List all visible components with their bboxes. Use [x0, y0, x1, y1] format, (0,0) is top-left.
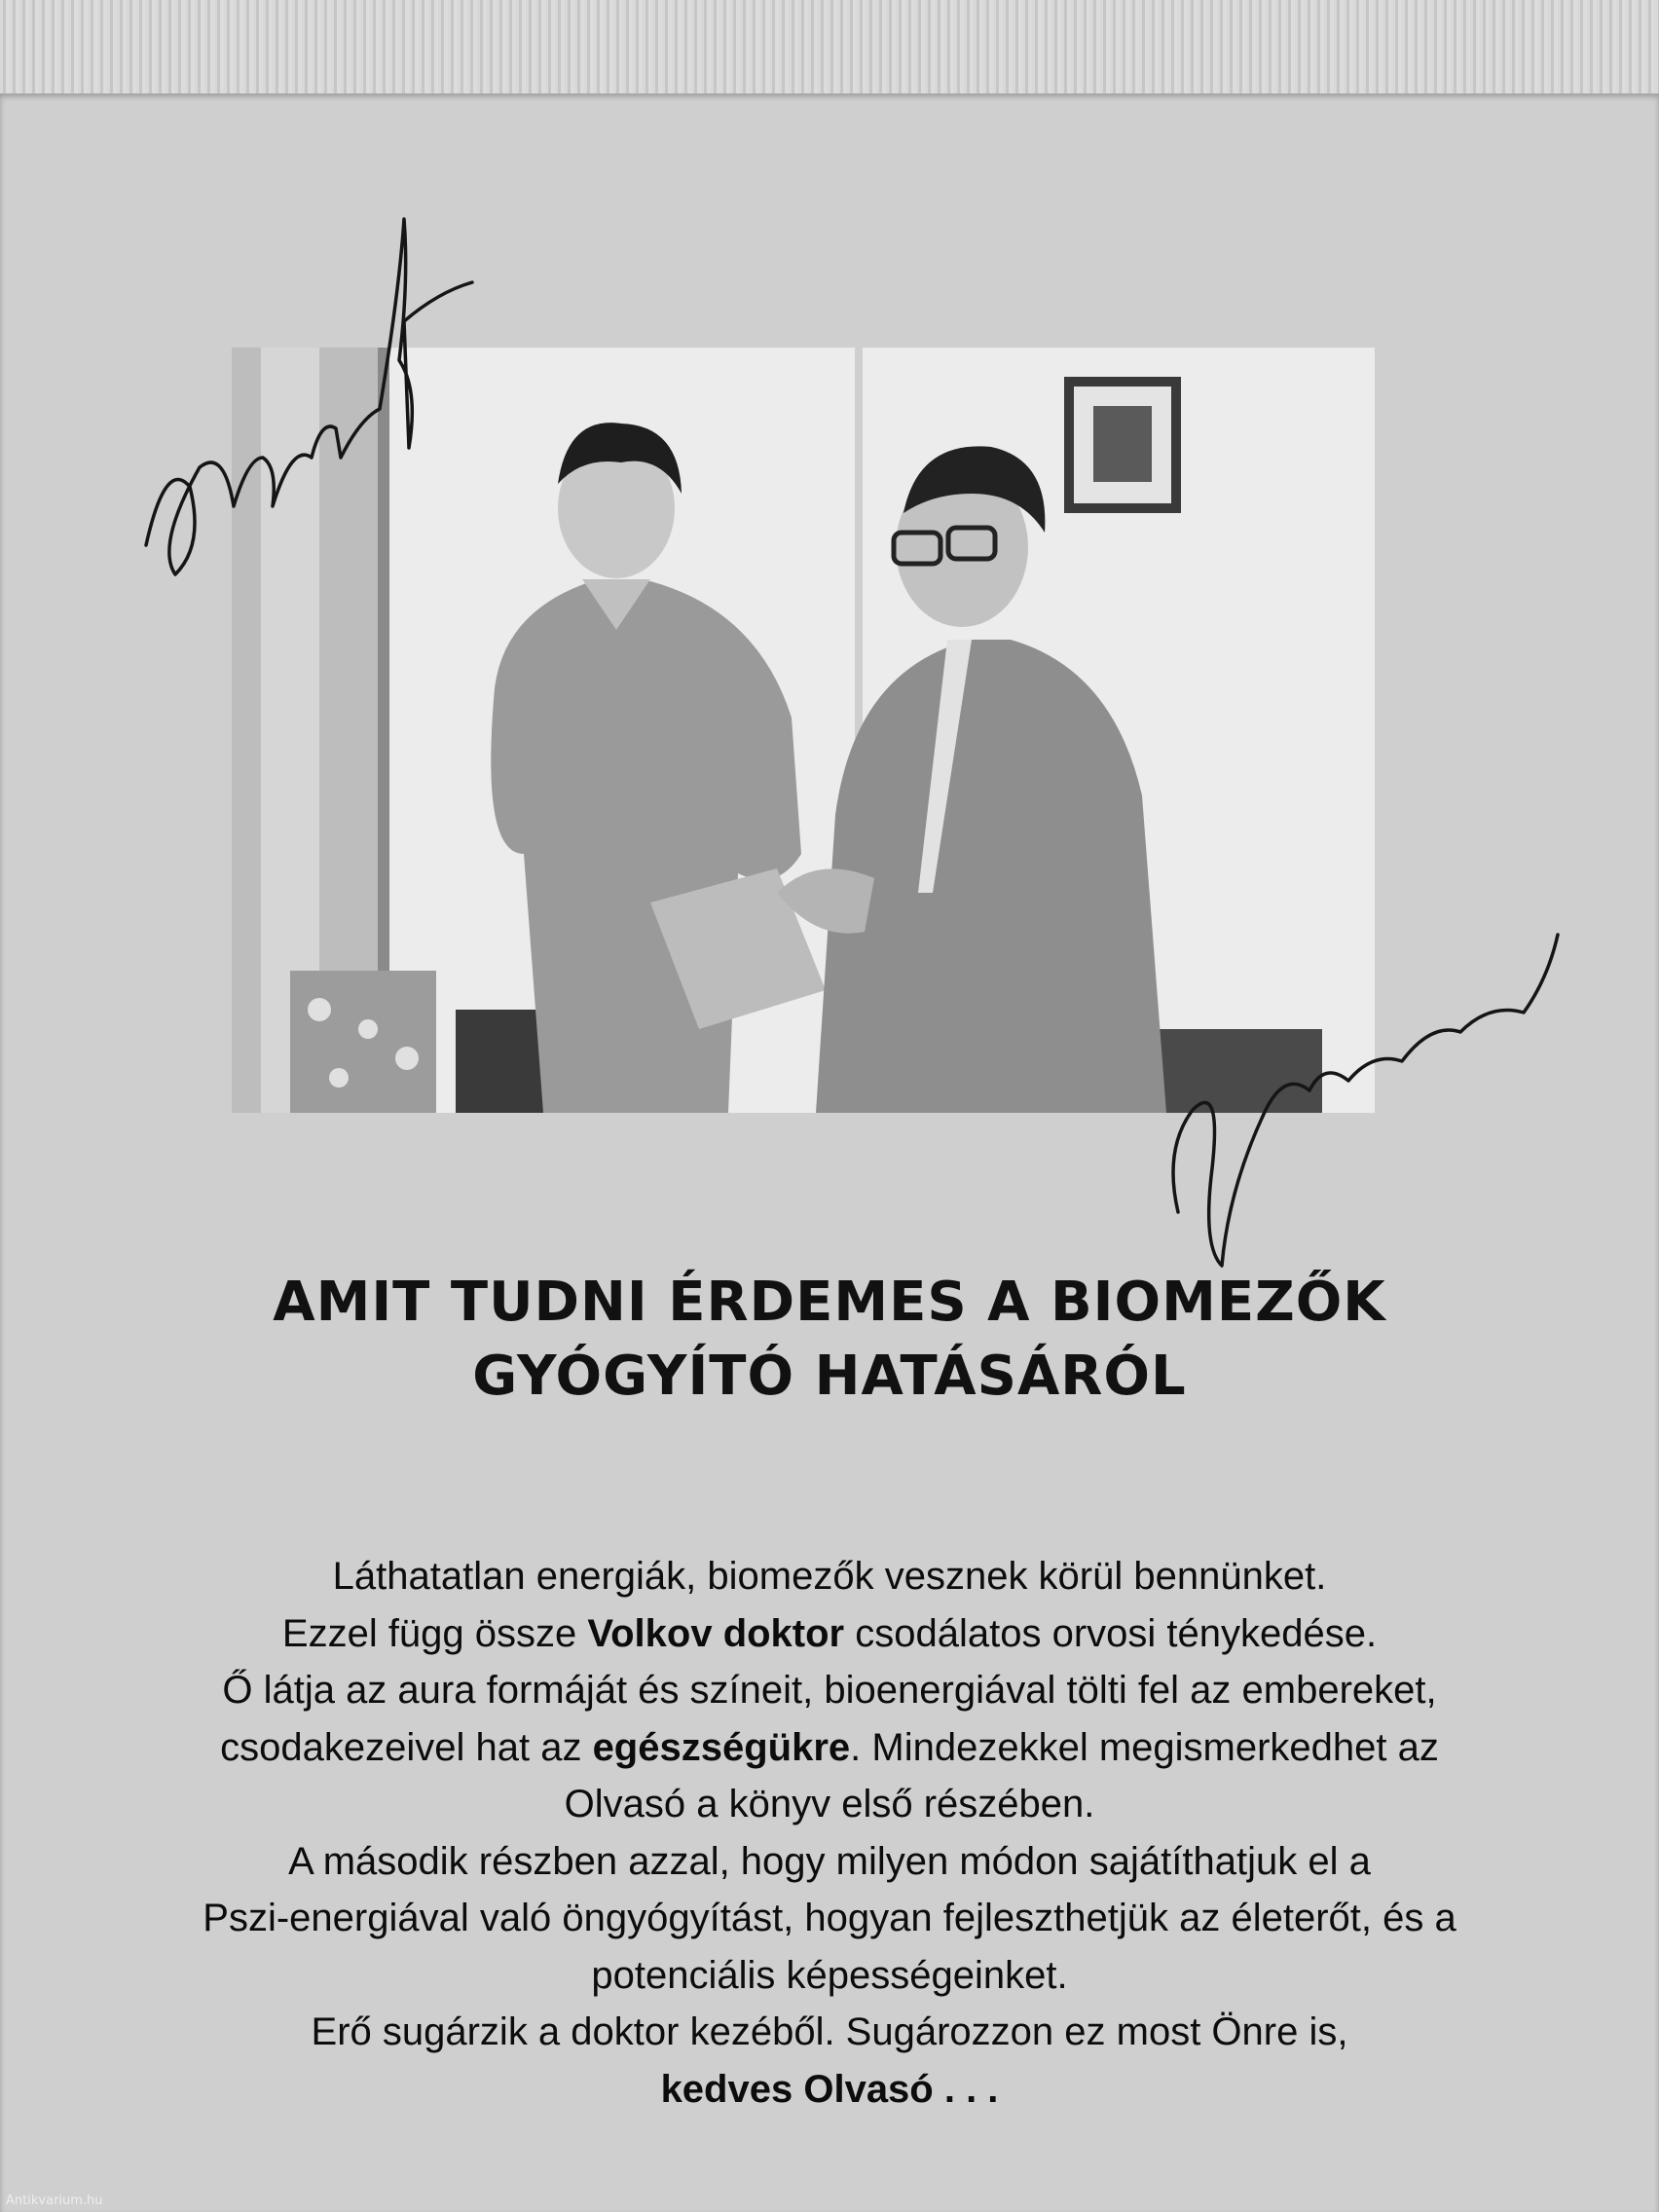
blurb-line: Pszi-energiával való öngyógyítást, hogyan fejleszthetjük az életerőt, és a [203, 1897, 1456, 1939]
blurb-text [39, 1548, 1620, 2118]
blurb-text-part: csodakezeivel hat az [220, 1725, 593, 1769]
blurb-line: potenciális képességeinket. [591, 1953, 1068, 1997]
blurb-line [39, 1605, 1620, 1663]
blurb-bold-text: egészségükre [592, 1725, 851, 1769]
blurb-line: A második részben azzal, hogy milyen módon sajátíthatjuk el a [288, 1839, 1371, 1883]
photograph [232, 348, 1375, 1113]
blurb-line [39, 2061, 1620, 2119]
blurb-text-part: csodálatos orvosi ténykedése. [844, 1611, 1378, 1655]
watermark: Antikvarium.hu [6, 2194, 103, 2208]
cover-title [0, 1266, 1659, 1414]
blurb-bold-text: kedves Olvasó . . . [660, 2067, 999, 2111]
blurb-text-part: . Mindezekkel megismerkedhet az [850, 1725, 1439, 1769]
blurb-line: Olvasó a könyv első részében. [564, 1783, 1095, 1825]
blurb-line: Láthatatlan energiák, biomezők vesznek körül bennünket. [332, 1555, 1327, 1598]
photo-illustration [232, 348, 1375, 1113]
blurb-line: Ő látja az aura formáját és színeit, bioenergiával tölti fel az embereket, [222, 1669, 1437, 1712]
blurb-text-part: Ezzel függ össze [281, 1611, 588, 1655]
title-line-1: AMIT TUDNI ÉRDEMES A BIOMEZŐK [273, 1271, 1386, 1334]
background-surface [0, 0, 1659, 97]
blurb-bold-text: Volkov doktor [587, 1611, 845, 1655]
blurb-line [39, 1719, 1620, 1777]
blurb-line: Erő sugárzik a doktor kezéből. Sugározzon ez most Önre is, [311, 2010, 1348, 2053]
title-line-2: GYÓGYÍTÓ HATÁSÁRÓL [472, 1345, 1187, 1408]
